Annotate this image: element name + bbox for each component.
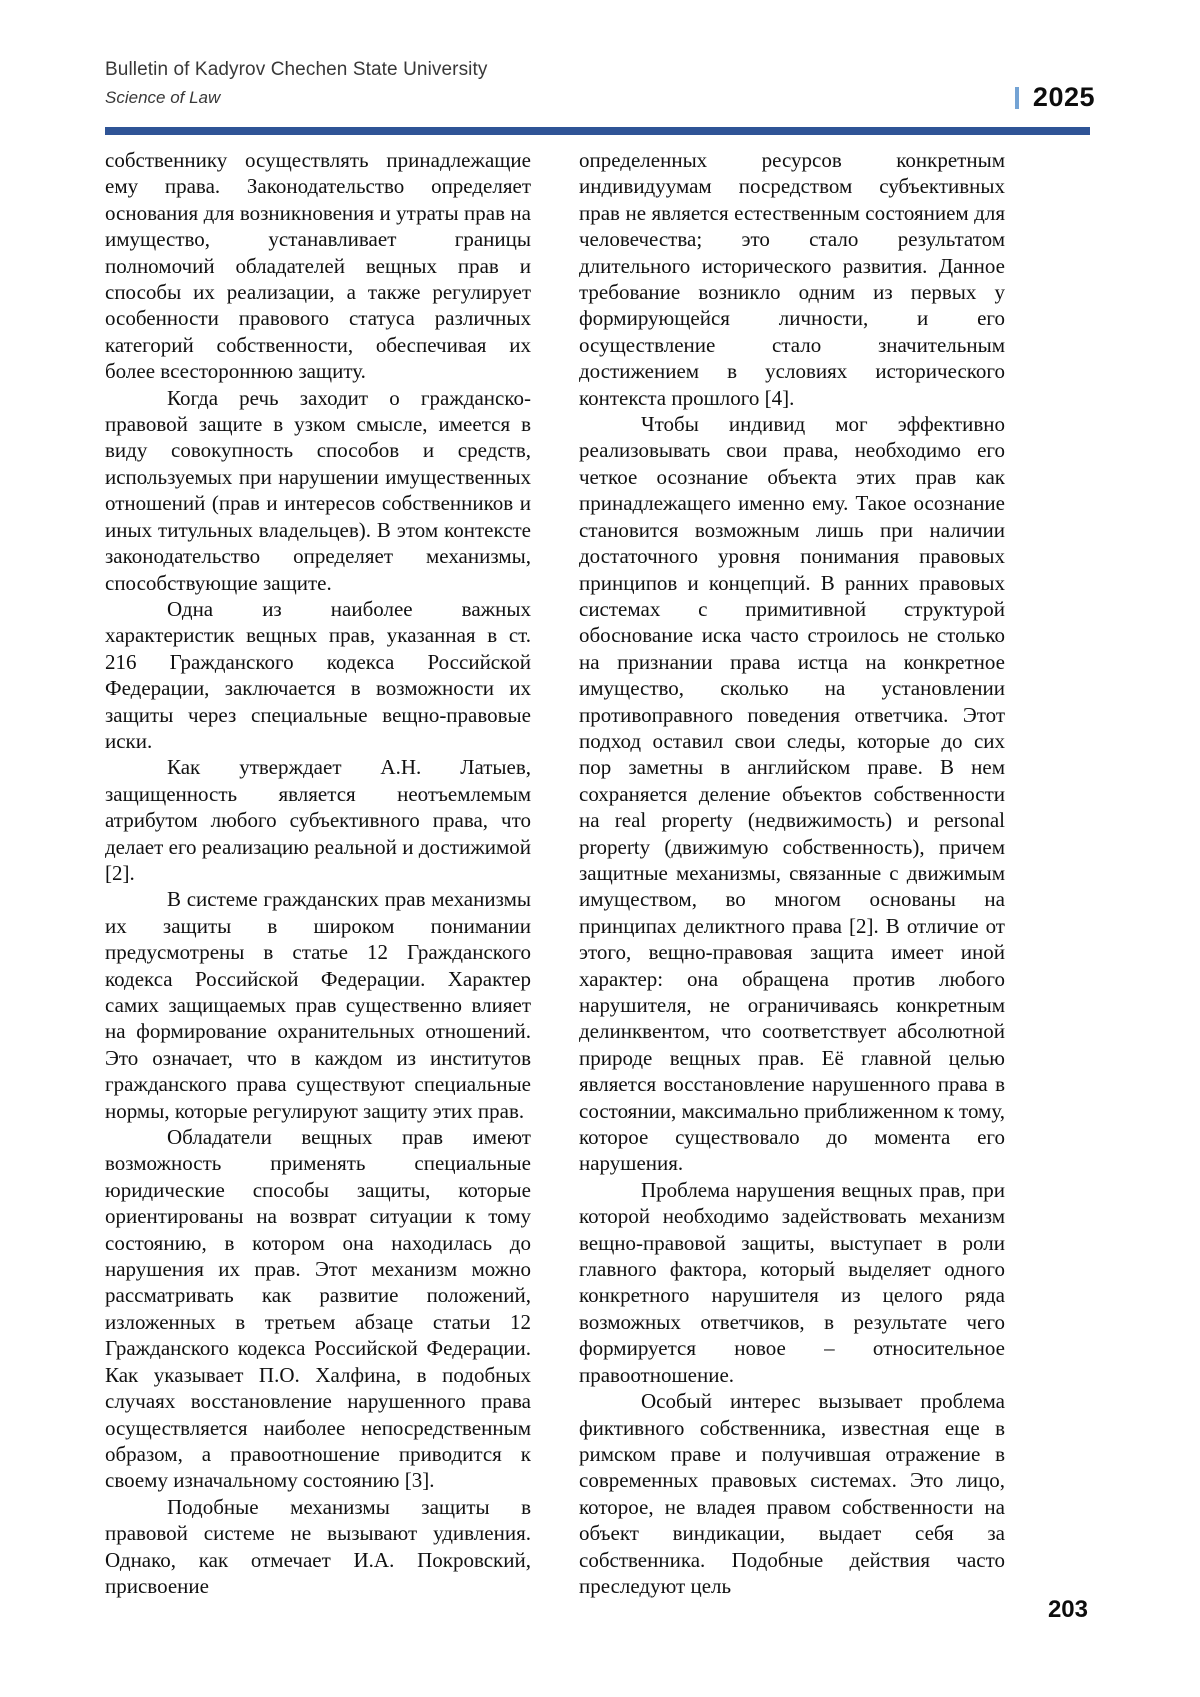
right-column bbox=[579, 147, 1005, 1599]
journal-identity bbox=[105, 58, 487, 109]
paragraph: Когда речь заходит о гражданско-правовой защите в узком смысле, имеется в виду совокупность способов и средств, используемых при нарушении имущественных отношений (прав и интересов собственников и иных титульных владельцев). В этом контексте законодательство определяет механизмы, способствующие защите. bbox=[105, 385, 531, 595]
header-rule bbox=[105, 127, 1090, 135]
year-accent-bar bbox=[1015, 87, 1019, 109]
paragraph: Одна из наиболее важных характеристик вещных прав, указанная в ст. 216 Гражданского кодекса Российской Федерации, заключается в возможности их защиты через специальные вещно-правовые иски. bbox=[105, 596, 531, 753]
year-block bbox=[1015, 82, 1095, 113]
paragraph: Проблема нарушения вещных прав, при которой необходимо задействовать механизм вещно-правовой защиты, выступает в роли главного фактора, который выделяет одного конкретного нарушителя из целого ряда возможных ответчиков, в результате чего формируется новое – относительное правоотношение. bbox=[579, 1177, 1005, 1387]
paragraph: Обладатели вещных прав имеют возможность применять специальные юридические способы защиты, которые ориентированы на возврат ситуации к тому состоянию, в котором она находилась до нарушения их прав. Этот механизм можно рассматривать как развитие положений, изложенных в третьем абзаце статьи 12 Гражданского кодекса Российской Федерации. Как указывает П.О. Халфина, в подобных случаях восстановление нарушенного права осуществляется наиболее непосредственным образом, а правоотношение приводится к своему изначальному состоянию [3]. bbox=[105, 1125, 531, 1493]
paragraph: Подобные механизмы защиты в правовой системе не вызывают удивления. Однако, как отмечает И.А. Покровский, присвоение bbox=[105, 1494, 531, 1598]
left-column bbox=[105, 147, 531, 1599]
article-body bbox=[105, 147, 1005, 1599]
paragraph: определенных ресурсов конкретным индивидуумам посредством субъективных прав не является естественным состоянием для человечества; это стало результатом длительного исторического развития. Данное требование возникло одним из первых у формирующейся личности, и его осуществление стало значительным достижением в условиях исторического контекста прошлого [4]. bbox=[579, 148, 1005, 410]
page-header bbox=[105, 58, 1095, 113]
paragraph: Чтобы индивид мог эффективно реализовывать свои права, необходимо его четкое осознание объекта этих прав как принадлежащего именно ему. Такое осознание становится возможным лишь при наличии достаточного уровня понимания правовых принципов и концепций. В ранних правовых системах с примитивной структурой обоснование иска часто строилось не столько на признании права истца на конкретное имущество, сколько на установлении противоправного поведения ответчика. Этот подход оставил свои следы, которые до сих пор заметны в английском праве. В нем сохраняется деление объектов собственности на real property (недвижимость) и personal property (движимую собственность), причем защитные механизмы, связанные с движимым имуществом, во многом основаны на принципах деликтного права [2]. В отличие от этого, вещно-правовая защита имеет иной характер: она обращена против любого нарушителя, не ограничиваясь конкретным делинквентом, что соответствует абсолютной природе вещных прав. Её главной целью является восстановление нарушенного права в состоянии, максимально приближенном к тому, которое существовало до момента его нарушения. bbox=[579, 412, 1005, 1176]
paragraph: Особый интерес вызывает проблема фиктивного собственника, известная еще в римском праве и получившая отражение в современных правовых системах. Это лицо, которое, не владея правом собственности на объект виндикации, выдает себя за собственника. Подобные действия часто преследуют цель bbox=[579, 1389, 1005, 1598]
publication-year: 2025 bbox=[1032, 82, 1095, 112]
journal-subtitle: Science of Law bbox=[105, 88, 221, 107]
page-number: 203 bbox=[1047, 1596, 1088, 1623]
paragraph: Как утверждает А.Н. Латыев, защищенность является неотъемлемым атрибутом любого субъективного права, что делает его реализацию реальной и достижимой [2]. bbox=[105, 755, 531, 885]
paragraph: В системе гражданских прав механизмы их защиты в широком понимании предусмотрены в статье 12 Гражданского кодекса Российской Федерации. Характер самих защищаемых прав существенно влияет на формирование охранительных отношений. Это означает, что в каждом из институтов гражданского права существуют специальные нормы, которые регулируют защиту этих прав. bbox=[105, 887, 531, 1123]
journal-title: Bulletin of Kadyrov Chechen State University bbox=[105, 59, 488, 80]
paragraph: собственнику осуществлять принадлежащие ему права. Законодательство определяет основания для возникновения и утраты прав на имущество, устанавливает границы полномочий обладателей вещных прав и способы их реализации, а также регулирует особенности правового статуса различных категорий собственности, обеспечивая их более всестороннюю защиту. bbox=[105, 148, 531, 384]
